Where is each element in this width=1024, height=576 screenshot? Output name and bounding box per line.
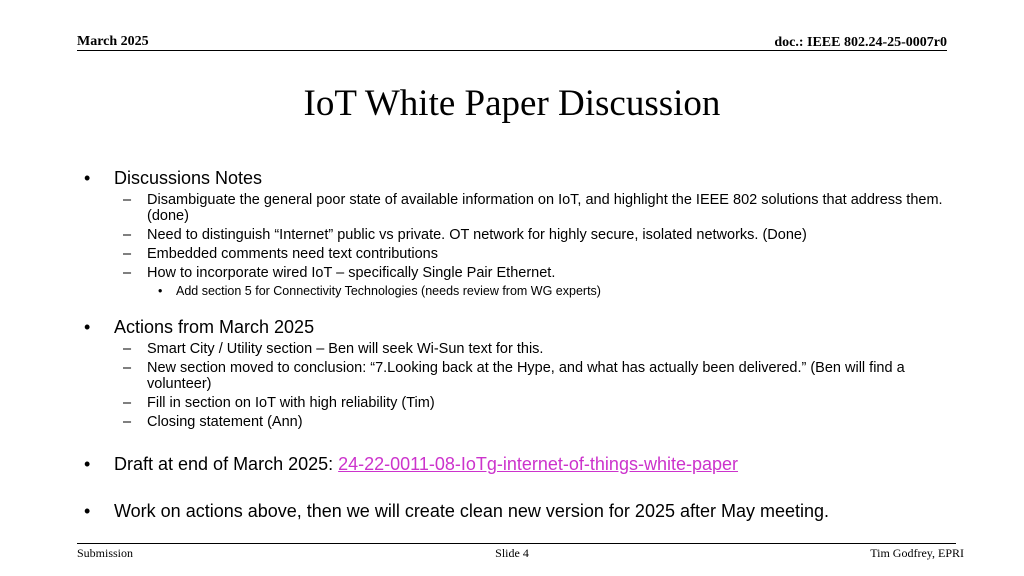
sub-bullet-item: [123, 265, 963, 281]
sub-bullet-text: Disambiguate the general poor state of available information on IoT, and highlight the IEEE 802 solutions that address them. (done): [147, 192, 943, 224]
sub-sub-bullet-text: Add section 5 for Connectivity Technologies (needs review from WG experts): [176, 284, 601, 298]
bullet-text: Actions from March 2025: [114, 317, 315, 337]
dash-marker: –: [123, 265, 132, 281]
sub-bullet-text: Smart City / Utility section – Ben will seek Wi-Sun text for this.: [147, 341, 544, 357]
header-divider: [77, 50, 947, 51]
dash-marker: –: [123, 227, 132, 243]
dash-marker: –: [123, 414, 132, 430]
sub-bullet-item: [123, 414, 963, 430]
bullet-item: [84, 453, 738, 475]
sub-bullet-text: How to incorporate wired IoT – specifically Single Pair Ethernet.: [147, 265, 556, 281]
section-discussion-notes: [84, 167, 963, 299]
header-doc-id: doc.: IEEE 802.24-25-0007r0: [774, 35, 947, 50]
bullet-text: [114, 453, 738, 475]
sub-bullet-text: New section moved to conclusion: “7.Looking back at the Hype, and what has actually been delivered.” (Ben will find a volunteer): [147, 360, 905, 392]
bullet-item: [84, 167, 963, 189]
bullet-text: Discussions Notes: [114, 168, 263, 188]
footer-slide-number: Slide 4: [495, 546, 529, 560]
draft-prefix: Draft at end of March 2025:: [114, 454, 339, 474]
section-work: [84, 500, 829, 522]
bullet-marker: •: [84, 317, 91, 337]
sub-bullet-item: [123, 395, 963, 411]
sub-bullet-item: [123, 360, 963, 392]
sub-bullet-item: [123, 192, 963, 224]
sub-bullet-text: Closing statement (Ann): [147, 414, 303, 430]
section-actions: [84, 316, 963, 430]
slide-title: IoT White Paper Discussion: [303, 83, 721, 124]
footer-submission: Submission: [77, 546, 134, 560]
bullet-item: [84, 500, 829, 522]
bullet-marker: •: [84, 454, 91, 474]
dash-marker: –: [123, 341, 132, 357]
sub-bullet-item: [123, 341, 963, 357]
footer-divider: [77, 543, 956, 544]
sub-bullet-text: Need to distinguish “Internet” public vs private. OT network for highly secure, isolated networks. (Done): [147, 227, 807, 243]
white-paper-link[interactable]: 24-22-0011-08-IoTg-internet-of-things-white-paper: [338, 454, 739, 474]
bullet-marker: •: [84, 501, 91, 521]
sub-bullet-text: Embedded comments need text contributions: [147, 246, 438, 262]
dash-marker: –: [123, 360, 132, 376]
sub-bullet-item: [123, 227, 963, 243]
sub-sub-bullet-item: [158, 284, 963, 299]
bullet-text: Work on actions above, then we will create clean new version for 2025 after May meeting.: [114, 501, 830, 521]
section-draft: [84, 453, 738, 475]
sub-bullet-text: Fill in section on IoT with high reliability (Tim): [147, 395, 435, 411]
bullet-marker: •: [158, 284, 163, 298]
footer-author: Tim Godfrey, EPRI: [870, 546, 964, 560]
bullet-marker: •: [84, 168, 91, 188]
dash-marker: –: [123, 395, 132, 411]
header-date: March 2025: [77, 34, 149, 49]
dash-marker: –: [123, 192, 132, 208]
bullet-item: [84, 316, 963, 338]
dash-marker: –: [123, 246, 132, 262]
sub-bullet-item: [123, 246, 963, 262]
